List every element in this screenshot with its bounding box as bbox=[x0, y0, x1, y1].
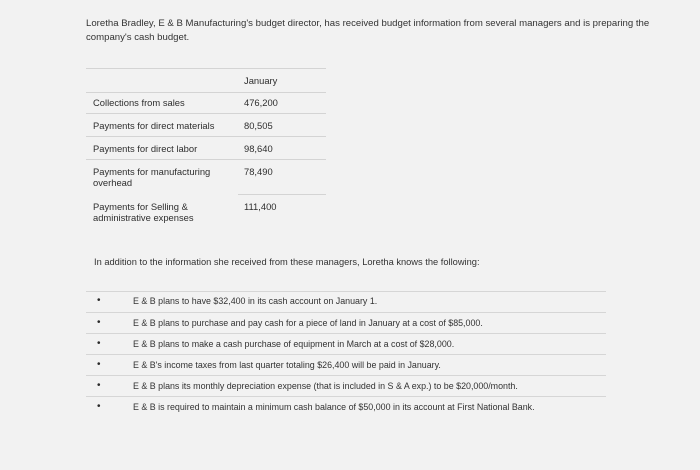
list-divider bbox=[86, 291, 606, 292]
table-divider bbox=[238, 194, 326, 195]
row-value: 476,200 bbox=[244, 97, 278, 108]
row-value: 111,400 bbox=[244, 201, 277, 212]
fact-text: E & B plans its monthly depreciation expense (that is included in S & A exp.) to be $20,000/month. bbox=[133, 381, 518, 391]
additional-info-heading: In addition to the information she received from these managers, Loretha knows the following: bbox=[94, 257, 480, 267]
row-value: 98,640 bbox=[244, 143, 273, 154]
row-value: 80,505 bbox=[244, 120, 273, 131]
bullet-icon: • bbox=[97, 317, 101, 328]
list-divider bbox=[86, 312, 606, 313]
fact-text: E & B is required to maintain a minimum cash balance of $50,000 in its account at First National Bank. bbox=[133, 402, 535, 412]
bullet-icon: • bbox=[97, 359, 101, 370]
intro-paragraph bbox=[86, 17, 676, 45]
fact-text: E & B plans to purchase and pay cash for a piece of land in January at a cost of $85,000. bbox=[133, 318, 483, 328]
row-label: Payments for direct materials bbox=[93, 120, 215, 131]
list-divider bbox=[86, 333, 606, 334]
bullet-icon: • bbox=[97, 295, 101, 306]
table-divider bbox=[86, 113, 326, 114]
list-divider bbox=[86, 375, 606, 376]
row-label: Payments for Selling & administrative expenses bbox=[93, 201, 194, 223]
column-header-january: January bbox=[244, 75, 278, 86]
row-label: Payments for manufacturing overhead bbox=[93, 166, 211, 188]
intro-line-2: company's cash budget. bbox=[86, 32, 190, 43]
list-divider bbox=[86, 396, 606, 397]
intro-line-1: Loretha Bradley, E & B Manufacturing's budget director, has received budget information from several managers and is preparing the bbox=[86, 18, 650, 29]
bullet-icon: • bbox=[97, 380, 101, 391]
list-divider bbox=[86, 354, 606, 355]
table-divider bbox=[86, 92, 326, 93]
table-top-border bbox=[86, 68, 326, 69]
bullet-icon: • bbox=[97, 338, 101, 349]
bullet-icon: • bbox=[97, 401, 101, 412]
row-value: 78,490 bbox=[244, 166, 273, 177]
table-divider bbox=[86, 136, 326, 137]
row-label: Collections from sales bbox=[93, 97, 185, 108]
fact-text: E & B plans to make a cash purchase of equipment in March at a cost of $28,000. bbox=[133, 339, 455, 349]
row-label: Payments for direct labor bbox=[93, 143, 198, 154]
table-divider bbox=[86, 159, 326, 160]
fact-text: E & B's income taxes from last quarter totaling $26,400 will be paid in January. bbox=[133, 360, 441, 370]
fact-text: E & B plans to have $32,400 in its cash account on January 1. bbox=[133, 296, 378, 306]
